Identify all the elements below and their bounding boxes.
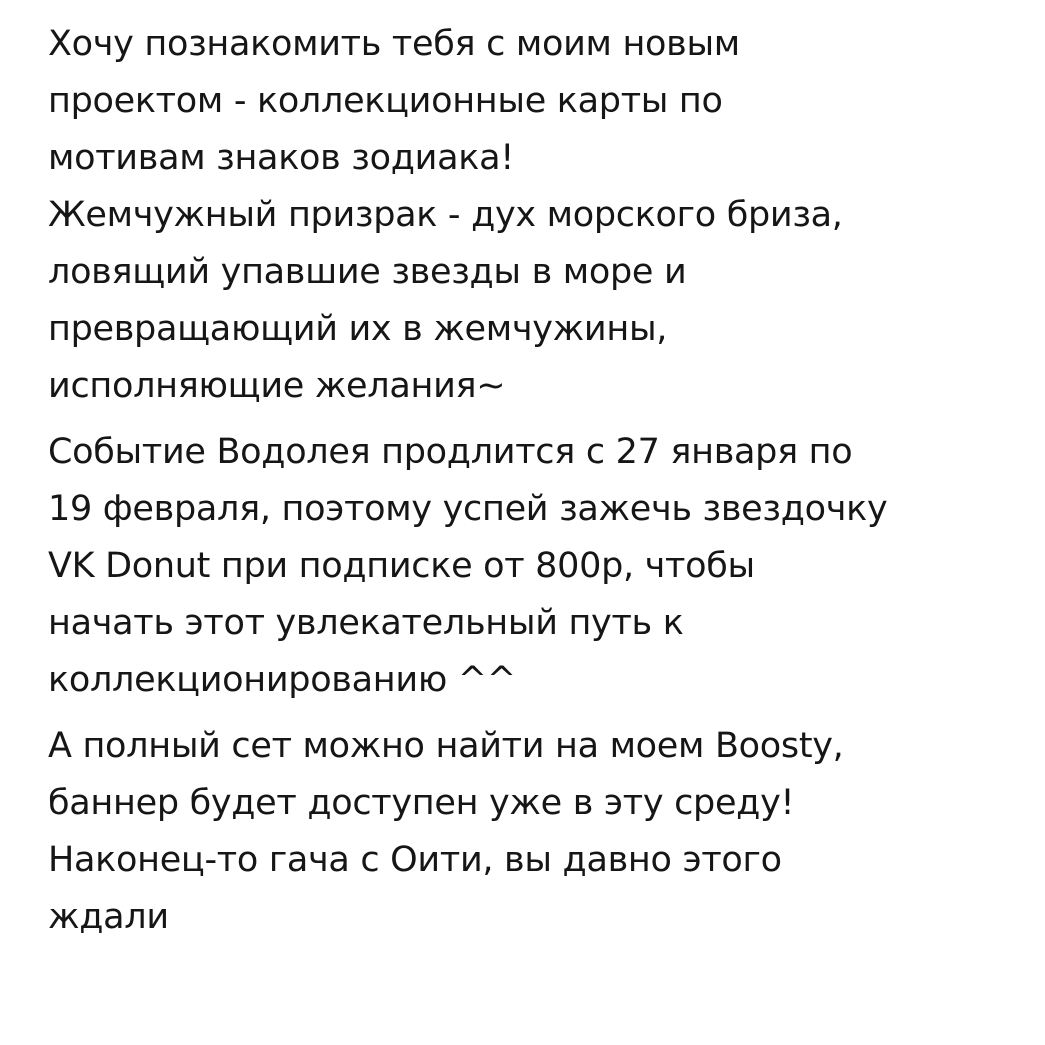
post-paragraph-boosty bbox=[48, 718, 1038, 946]
post-line: Событие Водолея продлится с 27 января по bbox=[48, 432, 853, 472]
post-line: Хочу познакомить тебя с моим новым bbox=[48, 24, 740, 64]
post-paragraph-event bbox=[48, 424, 1038, 709]
post-line: исполняющие желания~ bbox=[48, 366, 506, 406]
post-paragraph-intro bbox=[48, 16, 1038, 415]
post-line: начать этот увлекательный путь к bbox=[48, 603, 684, 643]
post-line: VK Donut при подписке от 800р, чтобы bbox=[48, 546, 755, 586]
post-line: Наконец-то гача с Оити, вы давно этого bbox=[48, 840, 782, 880]
post-line: ловящий упавшие звезды в море и bbox=[48, 252, 687, 292]
post-body bbox=[48, 16, 1038, 946]
post-line: 19 февраля, поэтому успей зажечь звездочку bbox=[48, 489, 888, 529]
post-line: ждали bbox=[48, 897, 169, 937]
post-line: баннер будет доступен уже в эту среду! bbox=[48, 783, 795, 823]
post-line: Жемчужный призрак - дух морского бриза, bbox=[48, 195, 843, 235]
post-line: мотивам знаков зодиака! bbox=[48, 138, 514, 178]
post-line: А полный сет можно найти на моем Boosty, bbox=[48, 726, 844, 766]
post-line: коллекционированию ^^ bbox=[48, 660, 516, 700]
post-line: превращающий их в жемчужины, bbox=[48, 309, 668, 349]
post-line: проектом - коллекционные карты по bbox=[48, 81, 723, 121]
